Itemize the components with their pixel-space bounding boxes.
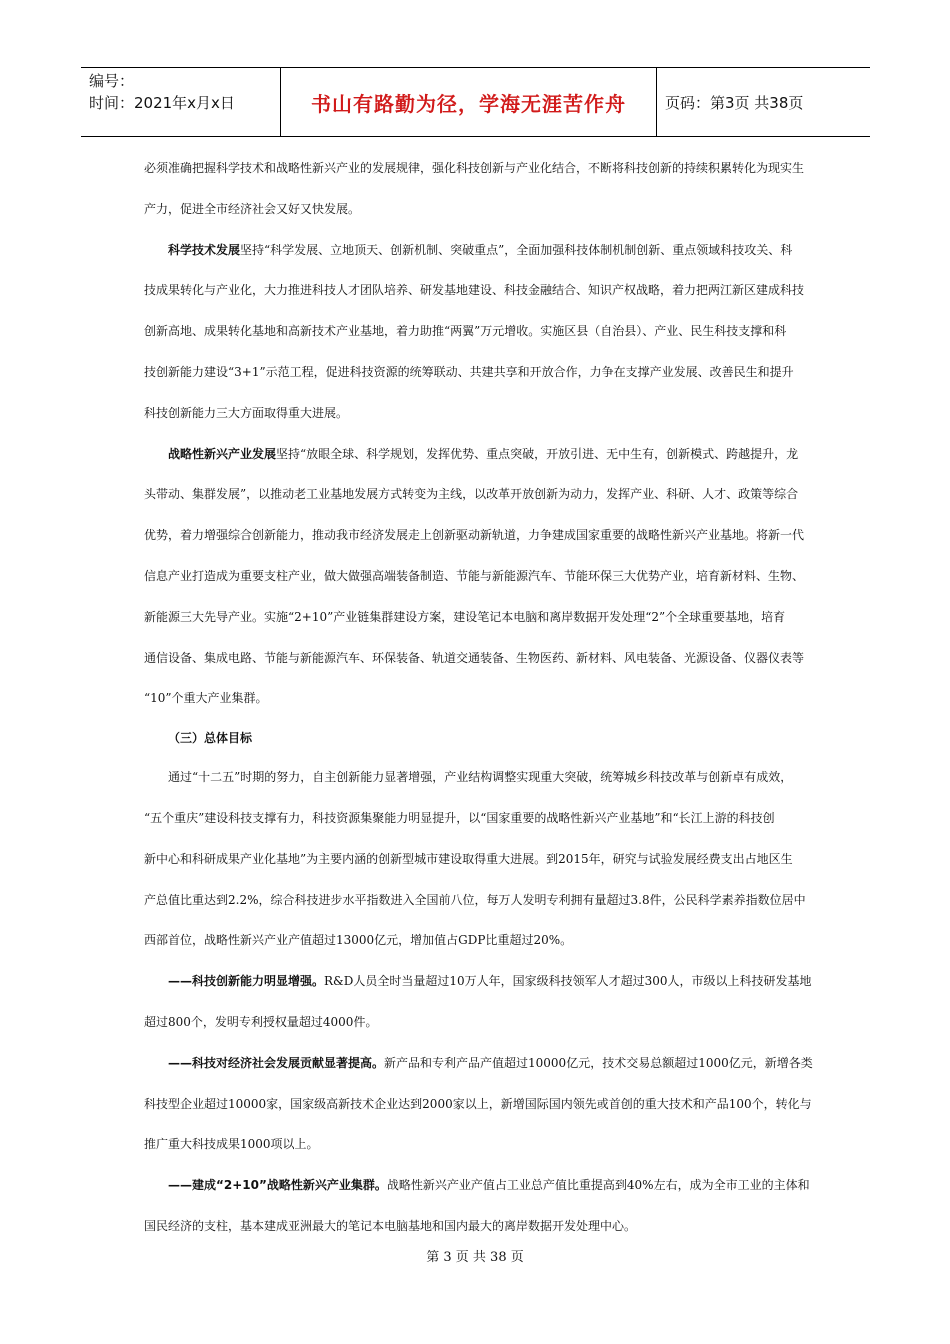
page-footer: 第 3 页 共 38 页 [426,1250,524,1265]
text-line: 优势，着力增强综合创新能力，推动我市经济发展走上创新驱动新轨道，力争建成国家重要的战略性新兴产业基地。将新一代 [144,528,805,543]
text-run: R&D人员全时当量超过10万人年，国家级科技领军人才超过300人，市级以上科技研发基地 [324,974,812,989]
text-line: 西部首位，战略性新兴产业产值超过13000亿元，增加值占GDP比重超过20%。 [144,933,573,948]
paragraph-science-tech [144,230,804,271]
text-line: 超过800个，发明专利授权量超过4000件。 [144,1014,378,1029]
document-number-label: 编号： [89,72,135,90]
text-run: 新产品和专利产品产值超过10000亿元，技术交易总额超过1000亿元，新增各类 [384,1055,813,1070]
text-line: 国民经济的支柱，基本建成亚洲最大的笔记本电脑基地和国内最大的离岸数据开发处理中心。 [144,1218,637,1233]
goal-item-innovation [144,961,812,1002]
header-motto: 书山有路勤为径，学海无涯苦作舟 [281,68,657,136]
text-line: 产力，促进全市经济社会又好又快发展。 [144,201,361,216]
section-title: （三）总体目标 [168,731,253,746]
goal-heading: ——科技创新能力明显增强。 [168,974,325,989]
text-line: 头带动、集群发展”，以推动老工业基地发展方式转变为主线，以改革开放创新为动力，发挥产业、科研、人才、政策等综合 [144,487,799,502]
text-line: 通信设备、集成电路、节能与新能源汽车、环保装备、轨道交通装备、生物医药、新材料、风电装备、光源设备、仪器仪表等 [144,650,805,665]
goal-heading: ——建成“2+10”战略性新兴产业集群。 [168,1178,387,1193]
document-time-label: 时间：2021年x月x日 [89,94,235,112]
text-line: 技创新能力建设“3+1”示范工程，促进科技资源的统筹联动、共建共享和开放合作，力争在支撑产业发展、改善民生和提升 [144,364,794,379]
document-body [144,148,813,1247]
text-line: 通过“十二五”时期的努力，自主创新能力显著增强，产业结构调整实现重大突破，统筹城乡科技改革与创新卓有成效， [168,770,793,785]
text-line: 新能源三大先导产业。实施“2+10”产业链集群建设方案，建设笔记本电脑和离岸数据开发处理“2”个全球重要基地，培育 [144,609,786,624]
text-line: 科技型企业超过10000家，国家级高新技术企业达到2000家以上，新增国际国内领先或首创的重大技术和产品100个，转化与 [144,1096,812,1111]
goal-item-industry-cluster [144,1165,810,1206]
text-line: 新中心和科研成果产业化基地”为主要内涵的创新型城市建设取得重大进展。到2015年，研究与试验发展经费支出占地区生 [144,851,793,866]
text-line: 信息产业打造成为重要支柱产业，做大做强高端装备制造、节能与新能源汽车、节能环保三大优势产业，培育新材料、生物、 [144,568,805,583]
text-line: “五个重庆”建设科技支撑有力，科技资源集聚能力明显提升，以“国家重要的战略性新兴产业基地”和“长江上游的科技创 [144,810,775,825]
text-run: 坚持“放眼全球、科学规划，发挥优势、重点突破，开放引进、无中生有，创新模式、跨越提升，龙 [276,446,799,461]
paragraph-emerging-industry [144,434,804,475]
text-line: 推广重大科技成果1000项以上。 [144,1137,319,1152]
text-run: 坚持“科学发展、立地顶天、创新机制、突破重点”，全面加强科技体制机制创新、重点领域科技攻关、科 [240,242,793,257]
text-line: 产总值比重达到2.2%，综合科技进步水平指数进入全国前八位，每万人发明专利拥有量超过3.8件，公民科学素养指数位居中 [144,892,806,907]
text-line: 技成果转化与产业化，大力推进科技人才团队培养、研发基地建设、科技金融结合、知识产权战略，着力把两江新区建成科技 [144,283,805,298]
text-line: 必须准确把握科学技术和战略性新兴产业的发展规律，强化科技创新与产业化结合，不断将科技创新的持续积累转化为现实生 [144,161,805,175]
text-line: 创新高地、成果转化基地和高新技术产业基地，着力助推“两翼”万元增收。实施区县（自治县）、产业、民生科技支撑和科 [144,324,787,339]
paragraph-heading: 科学技术发展 [168,242,241,257]
paragraph-heading: 战略性新兴产业发展 [168,446,277,461]
text-line: “10”个重大产业集群。 [144,691,268,706]
goal-heading: ——科技对经济社会发展贡献显著提高。 [168,1055,385,1070]
page-header [81,67,870,137]
header-page-label: 页码：第3页 共38页 [665,93,804,112]
header-meta [81,68,281,136]
text-line: 科技创新能力三大方面取得重大进展。 [144,405,349,420]
text-run: 战略性新兴产业产值占工业总产值比重提高到40%左右，成为全市工业的主体和 [386,1178,810,1193]
goal-item-contribution [144,1043,813,1084]
